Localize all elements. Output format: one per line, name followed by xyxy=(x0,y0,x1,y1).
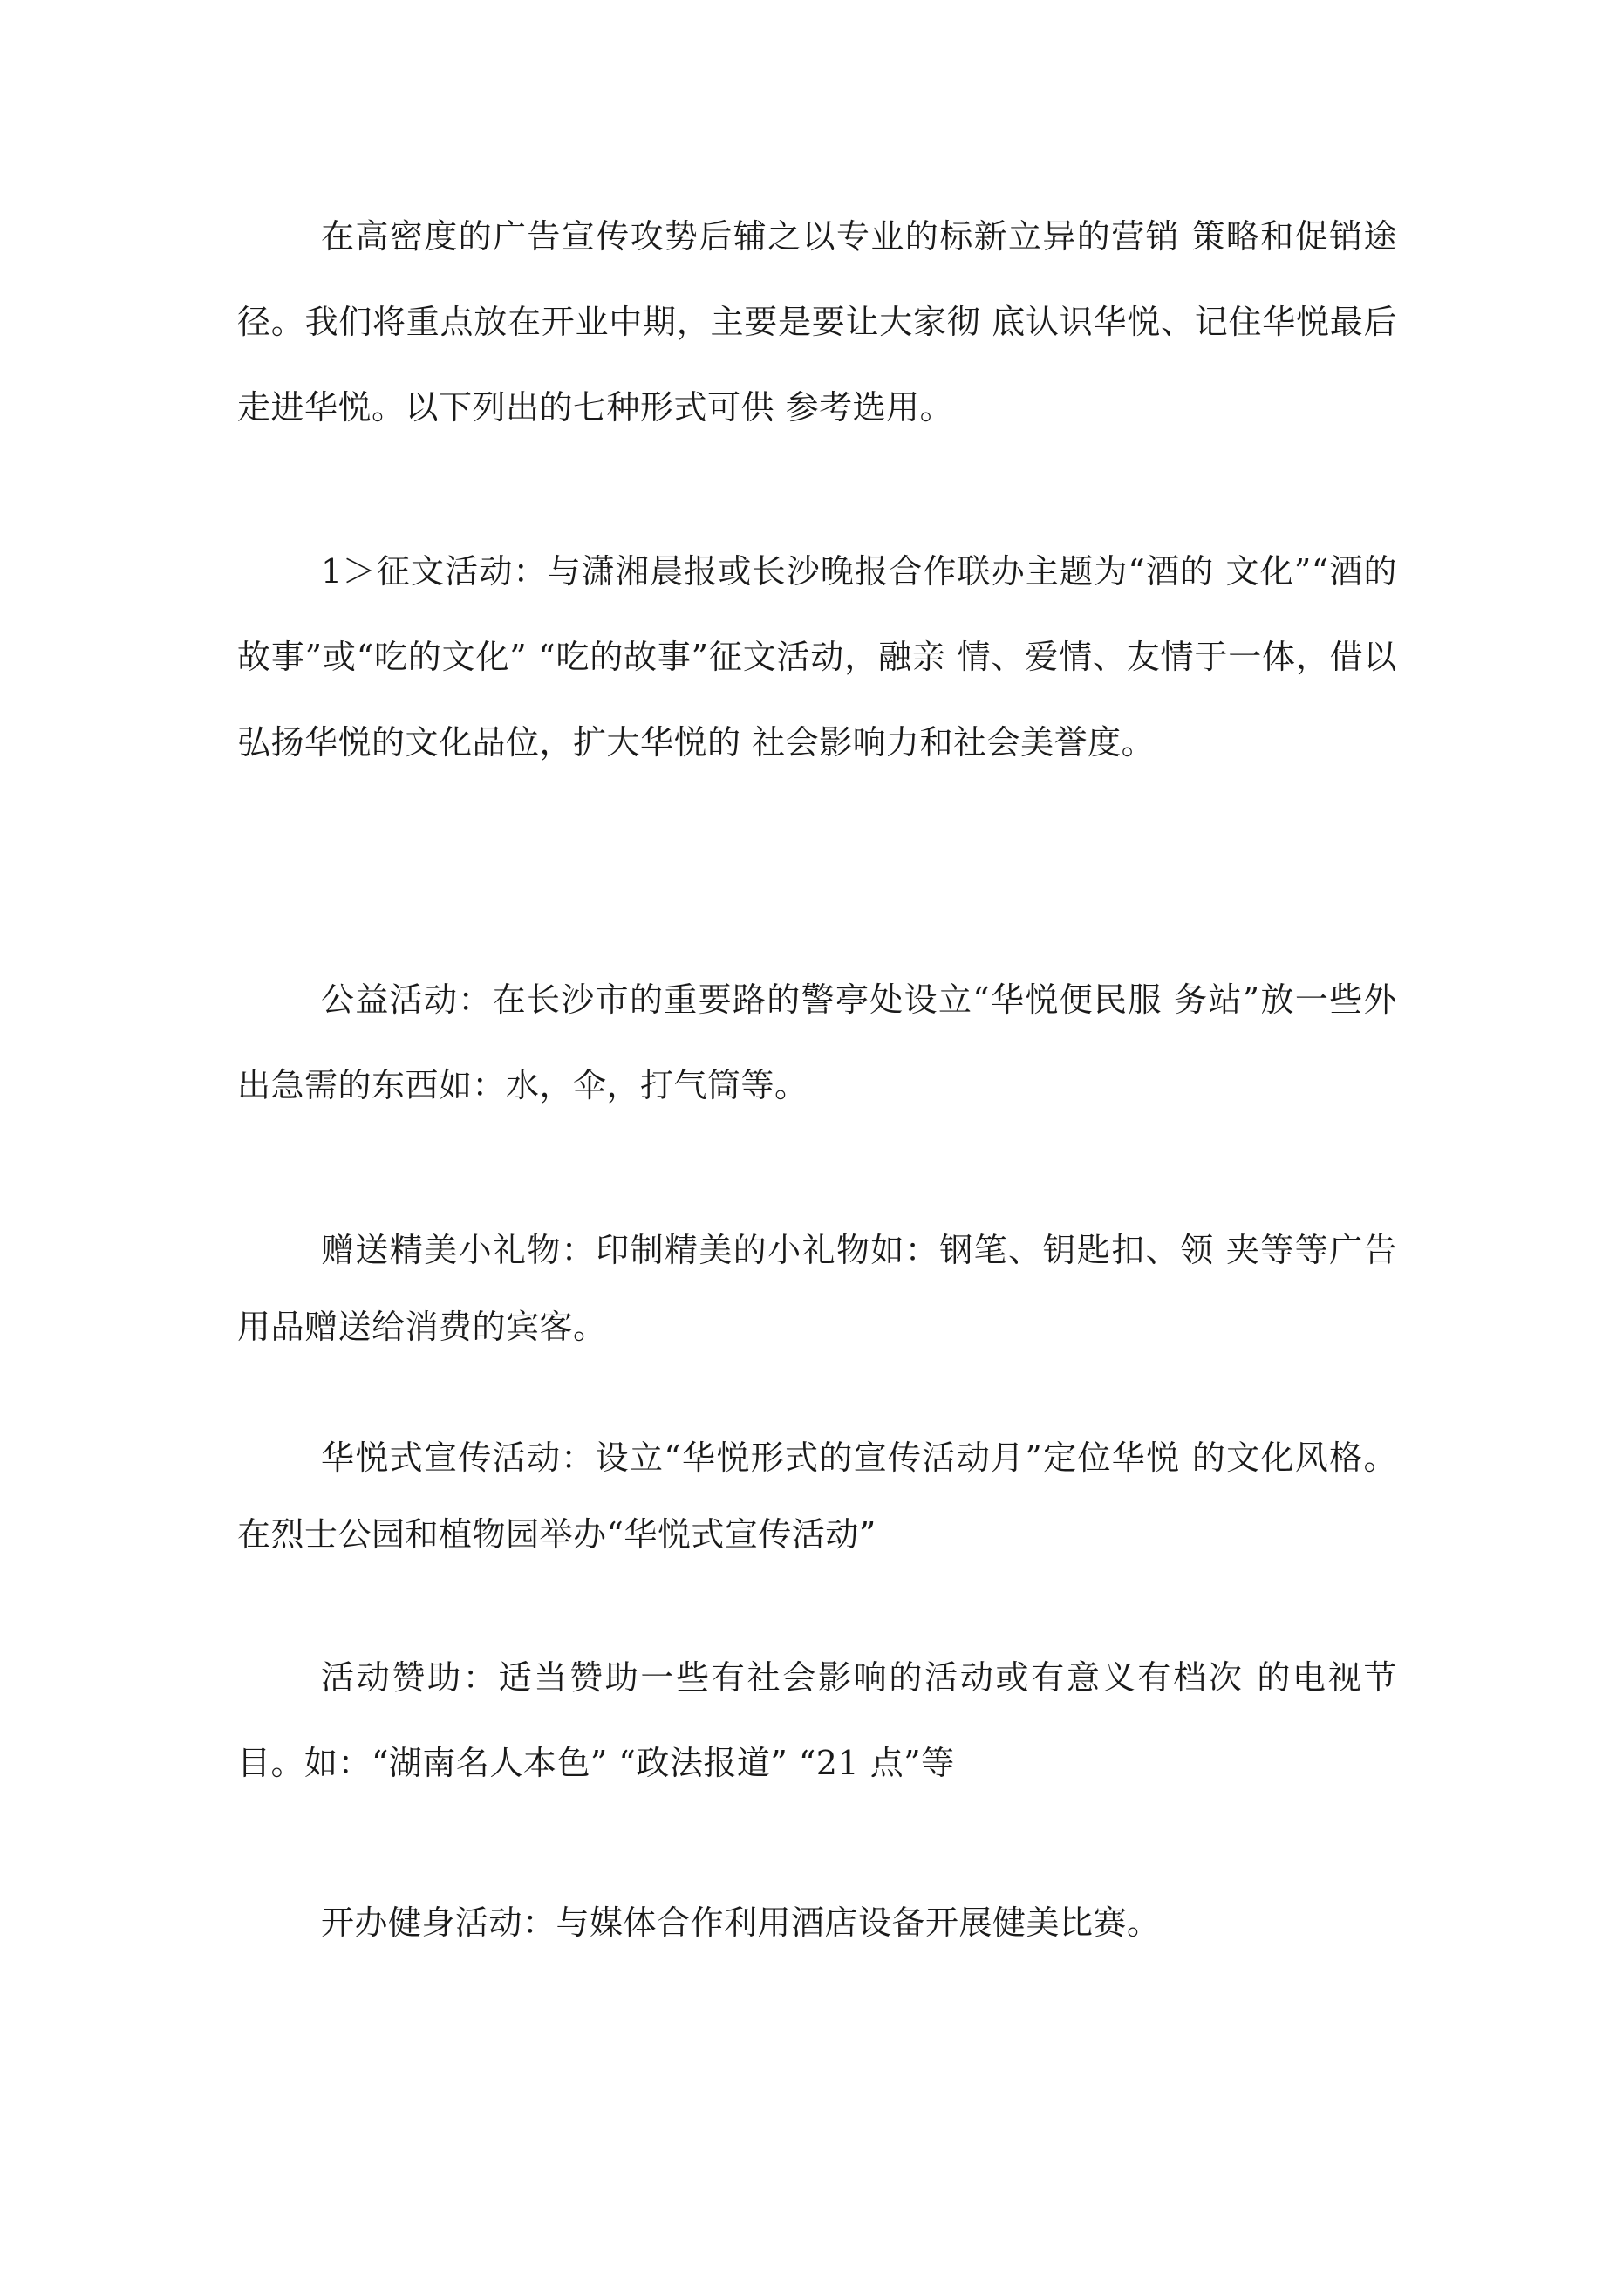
paragraph-intro: 在高密度的广告宣传攻势后辅之以专业的标新立异的营销 策略和促销途径。我们将重点放在开业中期，主要是要让大家彻 底认识华悦、记住华悦最后走进华悦。以下列出的七种形式可供 参考选用。 xyxy=(237,217,1397,427)
paragraph-essay-activity: 1＞征文活动：与潇湘晨报或长沙晚报合作联办主题为“酒的 文化”“酒的故事”或“吃的文化” “吃的故事”征文活动，融亲 情、爱情、友情于一体，借以弘扬华悦的文化品位，扩大华悦的 社会影响力和社会美誉度。 xyxy=(237,552,1397,762)
paragraph-public-welfare: 公益活动：在长沙市的重要路的警亭处设立“华悦便民服 务站”放一些外出急需的东西如：水，伞，打气筒等。 xyxy=(237,981,1397,1104)
paragraph-gifts: 赠送精美小礼物：印制精美的小礼物如：钢笔、钥匙扣、领 夹等等广告用品赠送给消费的宾客。 xyxy=(237,1231,1397,1346)
paragraph-sponsorship: 活动赞助：适当赞助一些有社会影响的活动或有意义有档次 的电视节目。如：“湖南名人本色” “政法报道” “21 点”等 xyxy=(237,1658,1397,1782)
paragraph-huayue-promotion: 华悦式宣传活动：设立“华悦形式的宣传活动月”定位华悦 的文化风格。在烈士公园和植物园举办“华悦式宣传活动” xyxy=(237,1438,1397,1554)
paragraph-fitness: 开办健身活动：与媒体合作利用酒店设备开展健美比赛。 xyxy=(321,1903,1161,1942)
